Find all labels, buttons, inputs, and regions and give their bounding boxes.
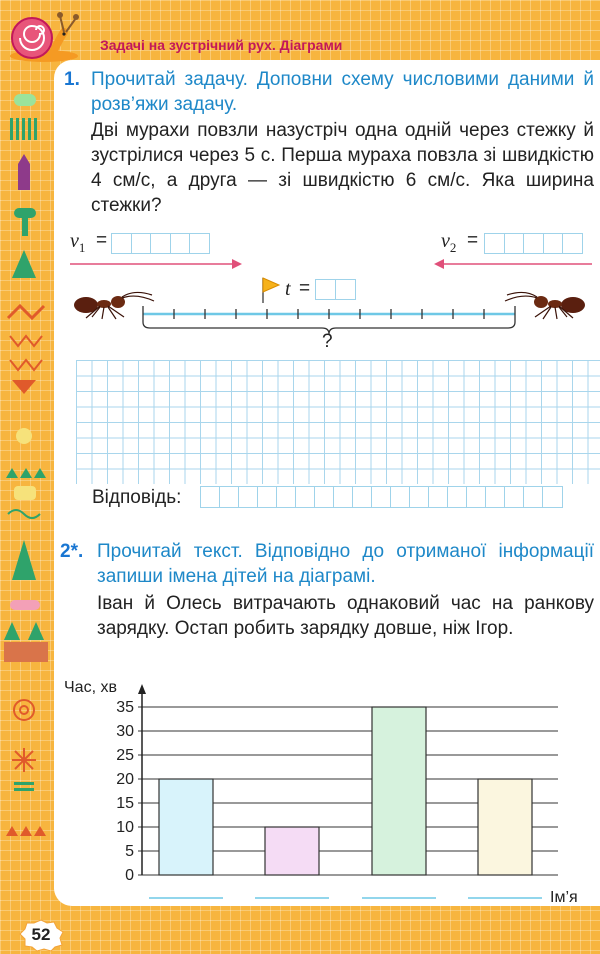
t-label: t	[285, 278, 291, 300]
y-tick-label: 0	[125, 867, 134, 884]
x-axis-label: Ім’я	[550, 889, 578, 906]
y-axis-arrow	[138, 684, 146, 694]
y-tick-label: 30	[116, 723, 134, 740]
y-tick-label: 5	[125, 843, 134, 860]
distance-question: ?	[322, 331, 333, 352]
t-input-cells[interactable]	[315, 279, 354, 300]
page-number-text: 52	[31, 925, 51, 944]
v2-label: $v_2$	[441, 230, 457, 255]
time-bar-chart	[58, 670, 600, 906]
y-tick-label: 20	[116, 771, 134, 788]
y-axis-label: Час, хв	[64, 679, 117, 696]
v1-equals: =	[96, 230, 108, 251]
task1-text: Дві мурахи повзли назустріч одна одній через стежку й зустрілися через 5 с. Перша мураха повзла зі швидкістю 4 см/с, а друга — зі швидкістю 6 см/с. Яка ширина стежки?	[91, 120, 594, 216]
y-tick-label: 10	[116, 819, 134, 836]
task1-number: 1.	[64, 69, 80, 90]
answer-input-cells[interactable]	[200, 486, 561, 508]
bar	[159, 779, 213, 875]
answer-label: Відповідь:	[92, 487, 182, 508]
bar	[478, 779, 532, 875]
arrow-left-icon	[434, 258, 594, 270]
header-band	[0, 0, 600, 62]
page-number	[18, 918, 64, 952]
arrow-right-icon	[70, 258, 245, 270]
bar	[265, 827, 319, 875]
header-title: Задачі на зустрічний рух. Діаграми	[100, 37, 343, 53]
v1-label: $v_1$	[70, 230, 86, 255]
task1-instruction: Прочитай задачу. Доповни схему числовими даними й розв’яжи задачу.	[91, 69, 594, 115]
task2-text: Іван й Олесь витрачають однаковий час на ранкову зарядку. Остап робить зарядку довше, ніж Ігор.	[97, 593, 594, 639]
task2-instruction: Прочитай текст. Відповідно до отриманої інформації запиши імена дітей на діаграмі.	[97, 541, 594, 587]
v2-input-cells[interactable]	[484, 233, 582, 254]
bar	[372, 707, 426, 875]
snail-icon	[4, 8, 88, 64]
y-tick-label: 25	[116, 747, 134, 764]
y-tick-label: 15	[116, 795, 134, 812]
decorative-sidebar	[0, 60, 52, 900]
task2-number: 2*.	[60, 541, 84, 562]
v2-equals: =	[467, 230, 479, 251]
solution-grid[interactable]	[76, 360, 600, 484]
y-tick-label: 35	[116, 699, 134, 716]
t-equals: =	[299, 278, 311, 299]
v1-input-cells[interactable]	[111, 233, 209, 254]
